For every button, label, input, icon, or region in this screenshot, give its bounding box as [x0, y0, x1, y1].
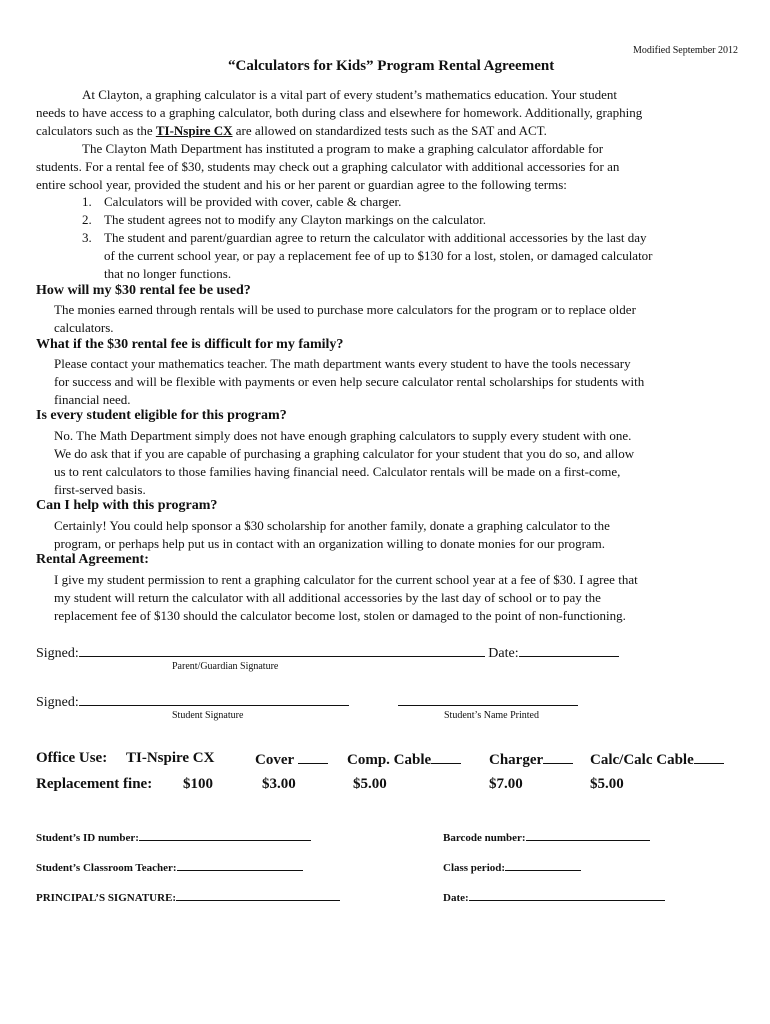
- parent-signature-caption: Parent/Guardian Signature: [172, 661, 279, 672]
- class-period-line[interactable]: [505, 859, 581, 871]
- faq-answer: first-served basis.: [54, 482, 146, 497]
- faq-answer: No. The Math Department simply does not have enough graphing calculators to supply every student with one.: [54, 428, 632, 443]
- faq-question: Is every student eligible for this program?: [36, 408, 287, 423]
- intro-line: The Clayton Math Department has instituted a program to make a graphing calculator affordable for: [82, 141, 604, 156]
- faq-answer: us to rent calculators to those families having financial need. Calculator rentals will be made on a first-come,: [54, 464, 621, 479]
- cover-field: [255, 750, 328, 769]
- comp-cable-field: [347, 750, 461, 769]
- student-name-field: [398, 692, 578, 711]
- principal-signature-label: PRINCIPAL’S SIGNATURE:: [36, 892, 177, 904]
- student-signature-line[interactable]: [79, 692, 349, 706]
- comp-cable-label: Comp. Cable: [347, 752, 432, 768]
- date-label: Date:: [488, 646, 519, 661]
- intro-line: [36, 122, 547, 140]
- term-number: 2.: [82, 212, 92, 227]
- signed-label: Signed:: [36, 646, 79, 661]
- date-line[interactable]: [519, 643, 619, 657]
- class-period-field: [443, 859, 581, 874]
- comp-cable-check-line[interactable]: [431, 750, 461, 764]
- intro-line: students. For a rental fee of $30, students may check out a graphing calculator with additional accessories for an: [36, 159, 620, 174]
- student-id-label: Student’s ID number:: [36, 832, 139, 844]
- faq-answer: Please contact your mathematics teacher. The math department wants every student to have the tools necessary: [54, 356, 631, 371]
- fine-calculator: $100: [183, 776, 213, 792]
- student-name-caption: Student’s Name Printed: [444, 710, 539, 721]
- faq-answer: calculators.: [54, 320, 114, 335]
- replacement-fine-label: Replacement fine:: [36, 776, 153, 792]
- charger-check-line[interactable]: [543, 750, 573, 764]
- modified-date: Modified September 2012: [633, 45, 738, 56]
- fine-calc-cable: $5.00: [590, 776, 624, 792]
- principal-signature-line[interactable]: [176, 889, 340, 901]
- faq-question: Can I help with this program?: [36, 498, 218, 513]
- agreement-text: replacement fee of $130 should the calculator become lost, stolen or damaged to the point of non-functioning.: [54, 608, 626, 623]
- faq-question: What if the $30 rental fee is difficult for my family?: [36, 337, 344, 352]
- principal-date-line[interactable]: [469, 889, 665, 901]
- term-text: that no longer functions.: [104, 266, 232, 281]
- term-text: The student agrees not to modify any Clayton markings on the calculator.: [104, 212, 486, 227]
- faq-answer: The monies earned through rentals will be used to purchase more calculators for the program or to replace older: [54, 302, 636, 317]
- parent-signature-line[interactable]: [79, 643, 485, 657]
- office-use-label: Office Use:: [36, 750, 108, 766]
- parent-signature-row: [36, 643, 619, 663]
- faq-answer: Certainly! You could help sponsor a $30 scholarship for another family, donate a graphing calculator to the: [54, 518, 610, 533]
- term-number: 3.: [82, 230, 92, 245]
- student-name-line[interactable]: [398, 692, 578, 706]
- barcode-field: [443, 829, 650, 844]
- signed-label: Signed:: [36, 695, 79, 710]
- calc-cable-field: [590, 750, 724, 769]
- intro-line: entire school year, provided the student and his or her parent or guardian agree to the following terms:: [36, 177, 567, 192]
- student-id-field: [36, 829, 311, 844]
- calc-cable-check-line[interactable]: [694, 750, 724, 764]
- charger-label: Charger: [489, 752, 544, 768]
- principal-date-label: Date:: [443, 892, 469, 904]
- barcode-line[interactable]: [526, 829, 650, 841]
- term-text: The student and parent/guardian agree to return the calculator with additional accessories by the last day: [104, 230, 647, 245]
- principal-date-field: [443, 889, 665, 904]
- cover-label: Cover: [255, 752, 294, 768]
- intro-line: needs to have access to a graphing calculator, both during class and elsewhere for homework. Additionally, graphing: [36, 105, 643, 120]
- faq-answer: program, or perhaps help put us in contact with an organization willing to donate monies for our program.: [54, 536, 606, 551]
- term-number: 1.: [82, 194, 92, 209]
- agreement-text: I give my student permission to rent a graphing calculator for the current school year at a fee of $30. I agree that: [54, 572, 638, 587]
- page-title: “Calculators for Kids” Program Rental Agreement: [228, 58, 555, 74]
- charger-field: [489, 750, 573, 769]
- faq-question: How will my $30 rental fee be used?: [36, 283, 251, 298]
- rental-agreement-heading: Rental Agreement:: [36, 552, 149, 567]
- barcode-label: Barcode number:: [443, 832, 526, 844]
- term-text: Calculators will be provided with cover, cable & charger.: [104, 194, 402, 209]
- term-text: of the current school year, or pay a replacement fee of up to $130 for a lost, stolen, or damaged calculator: [104, 248, 653, 263]
- teacher-field: [36, 859, 303, 874]
- student-signature-row: [36, 692, 349, 712]
- faq-answer: financial need.: [54, 392, 131, 407]
- cover-check-line[interactable]: [298, 750, 328, 764]
- faq-answer: for success and will be flexible with payments or even help secure calculator rental scholarships for students with: [54, 374, 645, 389]
- agreement-text: my student will return the calculator with all additional accessories by the last day of school or to pay the: [54, 590, 601, 605]
- student-signature-caption: Student Signature: [172, 710, 244, 721]
- intro-line: At Clayton, a graphing calculator is a vital part of every student’s mathematics education. Your student: [82, 87, 618, 102]
- principal-signature-field: [36, 889, 340, 904]
- faq-answer: We do ask that if you are capable of purchasing a graphing calculator for your student that you do so, and allow: [54, 446, 635, 461]
- intro-text: calculators such as the: [36, 123, 156, 138]
- teacher-label: Student’s Classroom Teacher:: [36, 862, 177, 874]
- teacher-line[interactable]: [177, 859, 303, 871]
- office-model: TI-Nspire CX: [126, 750, 215, 766]
- calculator-model: TI-Nspire CX: [155, 123, 233, 138]
- intro-text: are allowed on standardized tests such as the SAT and ACT.: [232, 123, 547, 138]
- fine-comp-cable: $5.00: [353, 776, 387, 792]
- fine-cover: $3.00: [262, 776, 296, 792]
- calc-cable-label: Calc/Calc Cable: [590, 752, 694, 768]
- student-id-line[interactable]: [139, 829, 311, 841]
- class-period-label: Class period:: [443, 862, 506, 874]
- fine-charger: $7.00: [489, 776, 523, 792]
